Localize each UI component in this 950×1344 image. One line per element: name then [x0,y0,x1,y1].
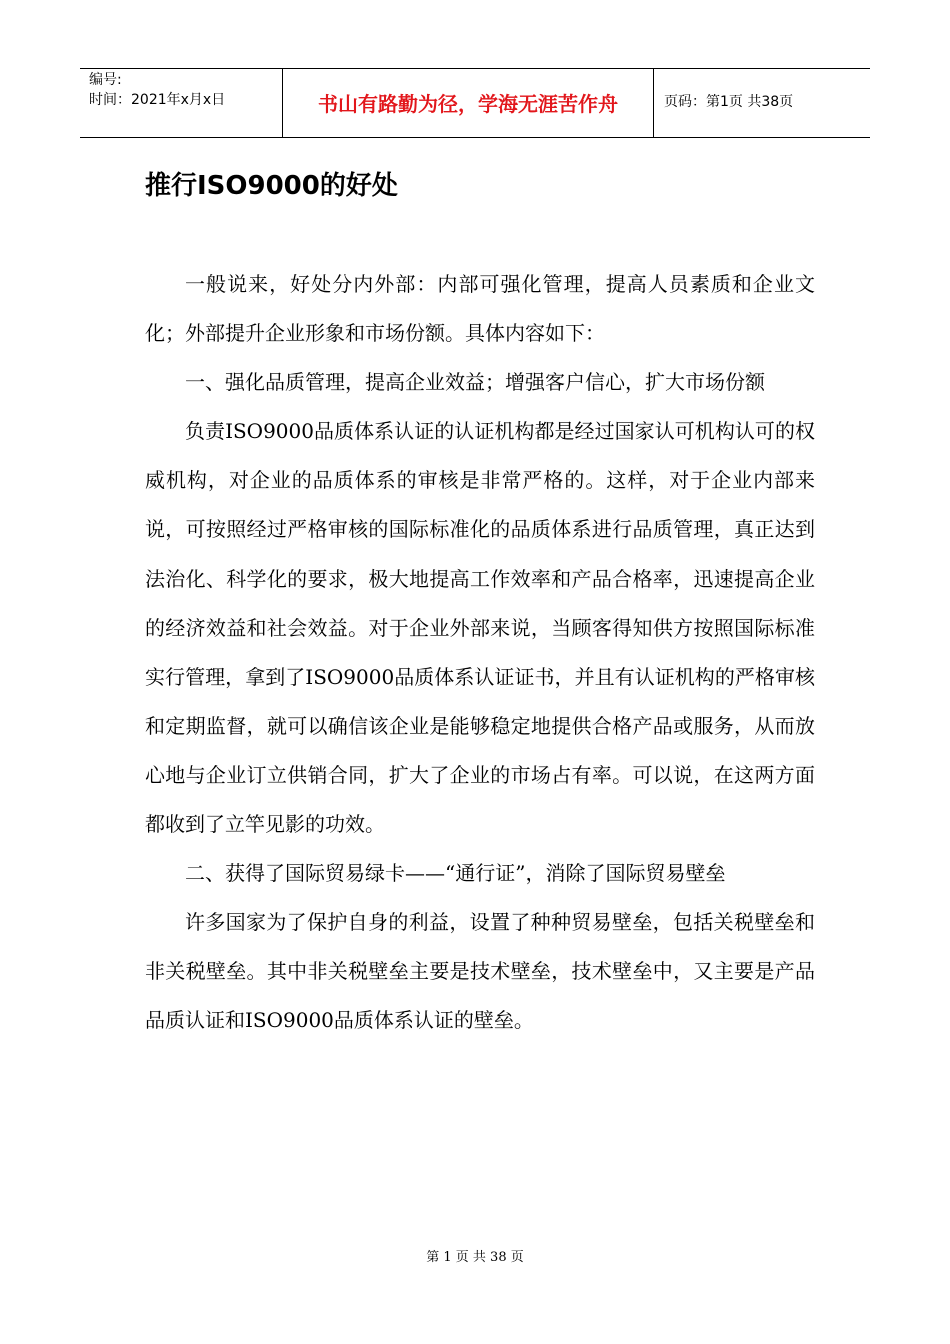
header-motto-cell [283,69,654,137]
header-motto: 书山有路勤为径，学海无涯苦作舟 [318,92,618,116]
page-header [80,68,870,138]
page-footer: 第 1 页 共 38 页 [426,1250,524,1265]
paragraph-section-1-heading: 一、强化品质管理，提高企业效益；增强客户信心，扩大市场份额 [185,370,765,395]
paragraph-section-2-heading: 二、获得了国际贸易绿卡——“通行证”，消除了国际贸易壁垒 [185,861,726,886]
header-page-cell [654,69,870,137]
document-time-label: 时间：2021年x月x日 [89,92,226,108]
paragraph-section-1-body: 负责ISO9000品质体系认证的认证机构都是经过国家认可机构认可的权威机构，对企业的品质体系的审核是非常严格的。这样，对于企业内部来说，可按照经过严格审核的国际标准化的品质体系进行品质管理，真正达到法治化、科学化的要求，极大地提高工作效率和产品合格率，迅速提高企业的经济效益和社会效益。对于企业外部来说，当顾客得知供方按照国际标准实行管理，拿到了ISO9000品质体系认证证书，并且有认证机构的严格审核和定期监督，就可以确信该企业是能够稳定地提供合格产品或服务，从而放心地与企业订立供销合同，扩大了企业的市场占有率。可以说，在这两方面都收到了立竿见影的功效。 [145,419,815,837]
header-page-info: 页码：第1页 共38页 [664,94,794,110]
document-title: 推行ISO9000的好处 [145,171,398,201]
document-number-label: 编号: [89,72,122,88]
paragraph-intro: 一般说来，好处分内外部：内部可强化管理，提高人员素质和企业文化；外部提升企业形象和市场份额。具体内容如下： [145,272,815,346]
header-info-cell [80,69,283,137]
paragraph-section-2-body: 许多国家为了保护自身的利益，设置了种种贸易壁垒，包括关税壁垒和非关税壁垒。其中非关税壁垒主要是技术壁垒，技术壁垒中，又主要是产品品质认证和ISO9000品质体系认证的壁垒。 [145,910,815,1033]
document-body [145,260,815,1046]
